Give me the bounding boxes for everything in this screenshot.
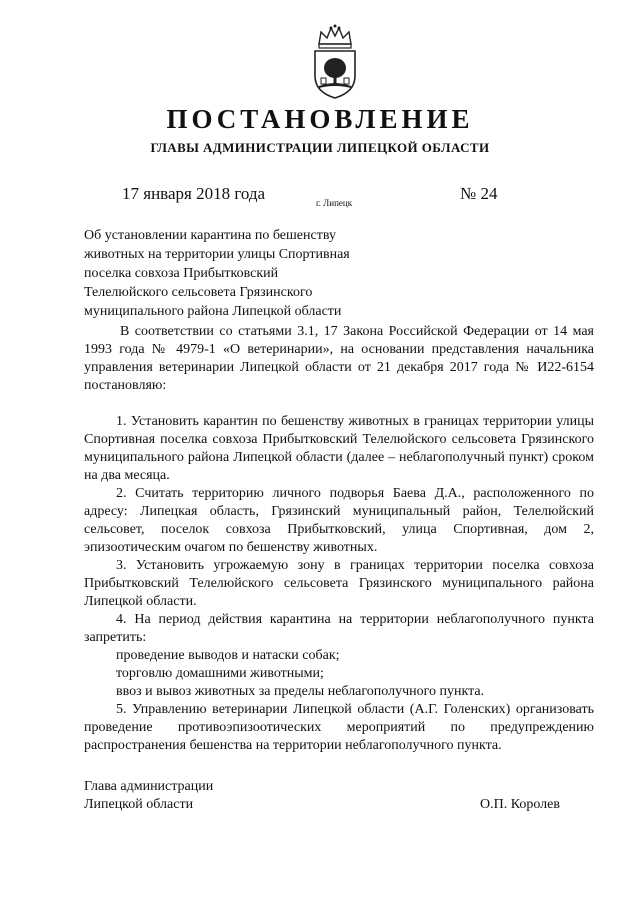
subject-line: муниципального района Липецкой области <box>84 304 342 319</box>
document-title: ПОСТАНОВЛЕНИЕ <box>166 104 474 134</box>
paragraph-spacer <box>84 395 594 413</box>
preamble-paragraph: В соответствии со статьями 3.1, 17 Закона Российской Федерации от 14 мая 1993 года № 4979-1 «О ветеринарии», на основании представления начальника управления ветеринарии Липецкой области от 21 декабря 2017 года № И22-6154 постановляю: <box>84 324 594 393</box>
prohibition-item: проведение выводов и натаски собак; <box>116 648 340 663</box>
coat-of-arms-icon <box>309 24 361 100</box>
signature-region: Липецкой области <box>84 797 194 812</box>
document-number: № 24 <box>460 184 498 203</box>
decree-item-1: 1. Установить карантин по бешенству животных в границах территории улицы Спортивная поселка совхоза Прибытковский Телелюйского сельсовета Грязинского муниципального района Липецкой области (далее – неблагополучный пункт) сроком на два месяца. <box>84 414 594 483</box>
signature-title: Глава администрации <box>84 779 214 794</box>
signature-name: О.П. Королев <box>480 797 560 812</box>
decree-item-4: 4. На период действия карантина на территории неблагополучного пункта запретить: <box>84 612 594 645</box>
decree-item-3: 3. Установить угрожаемую зону в границах территории поселка совхоза Прибытковский Телелюйского сельсовета Грязинского муниципального района Липецкой области. <box>84 558 594 609</box>
document-body <box>84 323 594 755</box>
prohibition-item: торговлю домашними животными; <box>116 666 324 681</box>
subject-line: Об установлении карантина по бешенству <box>84 228 336 243</box>
document-subject <box>84 226 384 321</box>
subject-line: поселка совхоза Прибытковский <box>84 266 279 281</box>
subject-line: животных на территории улицы Спортивная <box>84 247 350 262</box>
decree-item-2: 2. Считать территорию личного подворья Баева Д.А., расположенного по адресу: Липецкая область, Грязинский муниципальный район, Телелюйский сельсовет, поселок совхоза Прибытковский, улица Спортивная, дом 2, эпизоотическим очагом по бешенству животных. <box>84 486 594 555</box>
document-city: г. Липецк <box>316 198 353 208</box>
decree-item-5: 5. Управлению ветеринарии Липецкой области (А.Г. Голенских) организовать проведение противоэпизоотических мероприятий по предупреждению распространения бешенства на территории неблагополучного пункта. <box>84 702 594 753</box>
document-subtitle: ГЛАВЫ АДМИНИСТРАЦИИ ЛИПЕЦКОЙ ОБЛАСТИ <box>150 140 490 155</box>
subject-line: Телелюйского сельсовета Грязинского <box>84 285 313 300</box>
prohibition-item: ввоз и вывоз животных за пределы неблагополучного пункта. <box>116 684 485 699</box>
document-date: 17 января 2018 года <box>122 184 266 203</box>
